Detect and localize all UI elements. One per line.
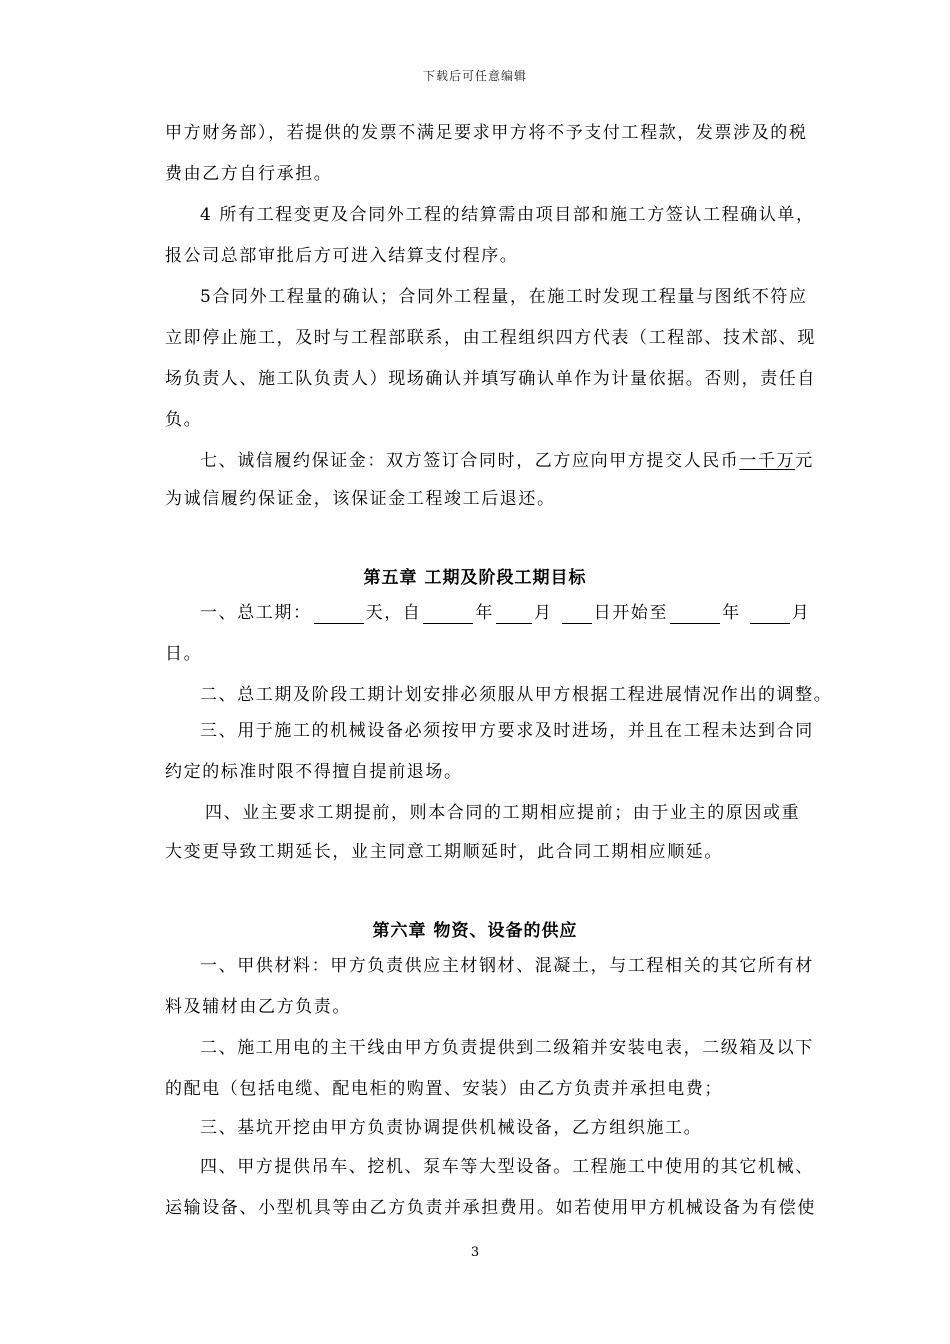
label: 日开始至 [593, 603, 669, 623]
paragraph-line: 报公司总部审批后方可进入结算支付程序。 [165, 246, 519, 266]
label: 一、总工期： [200, 603, 312, 623]
paragraph-line: 四、甲方提供吊车、挖机、泵车等大型设备。工程施工中使用的其它机械、 [200, 1157, 814, 1177]
chapter-6-title: 第六章 物资、设备的供应 [372, 921, 578, 941]
paragraph-line: 立即停止施工，及时与工程部联系，由工程组织四方代表（工程部、技术部、现 [165, 328, 816, 348]
paragraph-line: 大变更导致工期延长，业主同意工期顺延时，此合同工期相应顺延。 [165, 842, 723, 862]
page-number: 3 [470, 1245, 480, 1260]
paragraph-line: 运输设备、小型机具等由乙方负责并承担费用。如若使用甲方机械设备为有偿使 [165, 1198, 816, 1218]
paragraph-line: 的配电（包括电缆、配电柜的购置、安装）由乙方负责并承担电费； [165, 1079, 723, 1099]
paragraph-line: 一、甲供材料：甲方负责供应主材钢材、混凝土，与工程相关的其它所有材 [200, 956, 814, 976]
label: 月 [791, 603, 811, 623]
paragraph-line: 料及辅材由乙方负责。 [165, 997, 351, 1017]
paragraph-line: 负。 [165, 410, 203, 430]
blank-start-day [562, 605, 592, 624]
paragraph-line: 场负责人、施工队负责人）现场确认并填写确认单作为计量依据。否则，责任自 [165, 369, 816, 389]
paragraph-line: 三、用于施工的机械设备必须按甲方要求及时进场，并且在工程未达到合同 [200, 721, 814, 741]
guarantee-unit: 元 [795, 451, 814, 471]
paragraph-line [200, 450, 880, 472]
paragraph-line: 费由乙方自行承担。 [165, 164, 333, 184]
guarantee-text: 七、诚信履约保证金：双方签订合同时，乙方应向甲方提交人民币 [200, 451, 740, 471]
label: 月 [534, 603, 553, 623]
blank-end-month [750, 605, 790, 624]
blank-start-month [496, 605, 532, 624]
paragraph-line: 为诚信履约保证金，该保证金工程竣工后退还。 [165, 489, 556, 509]
paragraph-line: 二、施工用电的主干线由甲方负责提供到二级箱并安装电表，二级箱及以下 [200, 1038, 814, 1058]
paragraph-line: 日。 [165, 644, 203, 664]
paragraph-line: 约定的标准时限不得擅自提前退场。 [165, 762, 463, 782]
paragraph-line: 二、总工期及阶段工期计划安排必须服从甲方根据工程进展情况作出的调整。 [200, 685, 833, 705]
blank-days [314, 605, 364, 624]
label: 年 [722, 603, 741, 623]
blank-start-year [423, 605, 473, 624]
paragraph-line: 甲方财务部），若提供的发票不满足要求甲方将不予支付工程款，发票涉及的税 [165, 123, 808, 143]
total-duration-line [200, 602, 880, 624]
label: 年 [475, 603, 495, 623]
page-header: 下载后可任意编辑 [422, 69, 527, 83]
chapter-5-title: 第五章 工期及阶段工期目标 [363, 568, 587, 588]
paragraph-line: 4 所有工程变更及合同外工程的结算需由项目部和施工方签认工程确认单， [200, 205, 815, 225]
label: 天，自 [365, 603, 422, 623]
blank-end-year [670, 605, 720, 624]
paragraph-line: 三、基坑开挖由甲方负责协调提供机械设备，乙方组织施工。 [200, 1118, 703, 1138]
paragraph-line: 四、业主要求工期提前，则本合同的工期相应提前；由于业主的原因或重 [205, 803, 801, 823]
paragraph-line: 5合同外工程量的确认；合同外工程量，在施工时发现工程量与图纸不符应 [200, 287, 808, 307]
guarantee-amount: 一千万 [739, 451, 796, 471]
